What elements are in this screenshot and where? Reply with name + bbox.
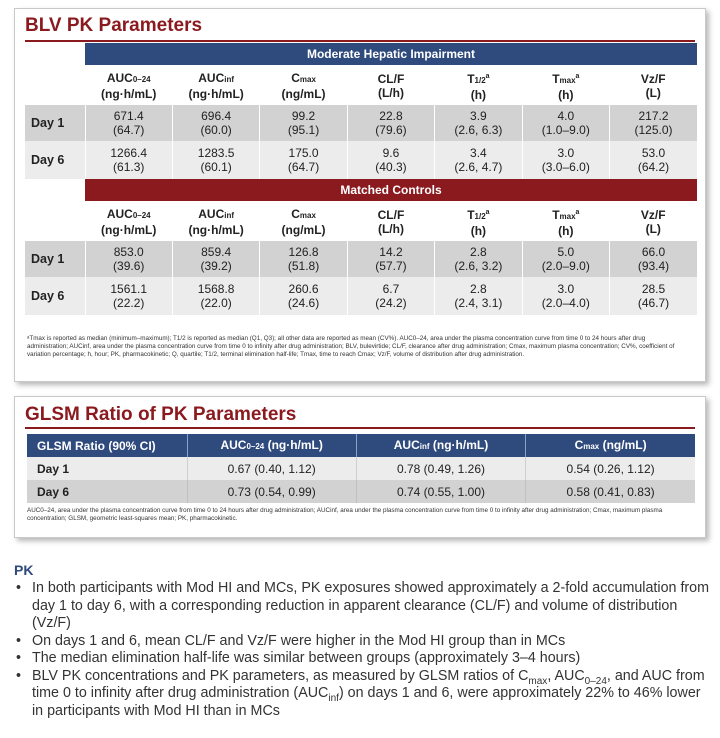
column-header-main: AUC — [198, 207, 225, 221]
bullet-subscript: inf — [328, 692, 339, 704]
table-cell — [260, 141, 347, 179]
table-cell — [435, 105, 522, 141]
column-header-main: CL/F — [377, 72, 405, 86]
column-header-sub: 1/2 — [474, 212, 486, 221]
column-header-name — [610, 72, 697, 86]
table-cell — [260, 241, 347, 277]
cell-value: 53.0 — [641, 146, 666, 160]
column-header — [522, 201, 609, 241]
table-cell — [610, 105, 697, 141]
cell-value: 1283.5 — [197, 146, 235, 160]
column-header-unit: (L/h) — [377, 222, 404, 236]
cell-spread: (125.0) — [634, 123, 673, 137]
column-header — [435, 65, 522, 105]
column-header — [85, 65, 172, 105]
glsm-header-main: AUC — [220, 437, 247, 452]
cell-value: 3.9 — [470, 109, 487, 123]
cell-spread: (57.7) — [375, 259, 407, 273]
cell-value: 1266.4 — [110, 146, 148, 160]
glsm-header-sub: inf — [419, 441, 430, 451]
group-name: Matched Controls — [340, 183, 442, 197]
table-cell — [522, 105, 609, 141]
band-blank-cell — [25, 43, 85, 65]
cell-spread: (1.0–9.0) — [541, 123, 590, 137]
cell-spread: (64.7) — [287, 160, 320, 174]
column-header-sub: 0–24 — [132, 211, 151, 220]
column-header-sup: a — [575, 73, 580, 80]
row-label: Day 6 — [25, 277, 85, 315]
table-cell — [85, 105, 172, 141]
glsm-header-row — [27, 434, 695, 457]
table-cell — [435, 277, 522, 315]
cell-spread: (22.0) — [200, 296, 232, 310]
pk-footnote: ᵃTmax is reported as median (minimum–maximum); T1/2 is reported as median (Q1, Q3); all other data are reported as mean (CV%). AUC0–24, area under the plasma concentration curve from time 0 to 24 hours after drug administration; AUCinf, area under the plasma concentration curve from time 0 to infinity after drug administration; BLV, bulevirtide; CL/F, clearance after drug administration; Cmax, maximum plasma concentration; CV%, coefficient of variation percentage; h, hour; PK, pharmacokinetic; Q, quartile; T1/2, terminal elimination half-life; Tmax, time to reach Cmax; Vz/F, volume of distribution after drug administration. — [27, 335, 675, 358]
table-row — [25, 105, 697, 141]
glsm-row-label: Day 1 — [27, 457, 187, 480]
glsm-header-unit: (ng·h/mL) — [429, 437, 489, 452]
column-header-sub: max — [559, 212, 576, 221]
column-header-name — [347, 208, 434, 222]
glsm-header-main: GLSM Ratio (90% CI) — [37, 438, 156, 453]
column-header — [260, 201, 347, 241]
cell-value: 14.2 — [379, 245, 403, 259]
pk-title-rule — [25, 40, 695, 42]
column-header-unit: (h) — [470, 88, 487, 102]
column-header — [435, 201, 522, 241]
column-header-name — [85, 71, 172, 87]
column-header — [522, 65, 609, 105]
glsm-ratio-table — [27, 434, 695, 503]
column-header-main: AUC — [198, 71, 225, 85]
cell-value: 1561.1 — [110, 282, 148, 296]
column-header-sub: max — [299, 211, 316, 220]
glsm-cell: 0.74 (0.55, 1.00) — [356, 480, 525, 503]
column-header-sub: 0–24 — [132, 75, 151, 84]
cell-spread: (2.0–4.0) — [541, 296, 590, 310]
glsm-table-row — [27, 480, 695, 503]
table-cell — [435, 241, 522, 277]
column-header-unit: (h) — [558, 224, 574, 238]
table-cell — [522, 277, 609, 315]
column-header-unit: (L) — [645, 86, 661, 100]
glsm-column-header — [27, 434, 187, 457]
cell-spread: (60.1) — [200, 160, 232, 174]
column-header-sup: a — [575, 209, 580, 216]
cell-value: 22.8 — [379, 109, 403, 123]
glsm-cell: 0.58 (0.41, 0.83) — [526, 480, 695, 503]
column-header — [347, 65, 434, 105]
glsm-cell: 0.78 (0.49, 1.26) — [356, 457, 525, 480]
column-header — [347, 201, 434, 241]
group-name: Moderate Hepatic Impairment — [306, 47, 476, 61]
glsm-table-row — [27, 457, 695, 480]
column-header-name — [260, 207, 347, 223]
column-header-main: C — [291, 207, 300, 221]
cell-spread: (2.0–9.0) — [541, 259, 590, 273]
cell-spread: (40.3) — [375, 160, 407, 174]
cell-spread: (64.2) — [637, 160, 670, 174]
column-header-main: Vz/F — [640, 72, 666, 86]
bullet-text: On days 1 and 6, mean CL/F and Vz/F were higher in the Mod HI group than in MCs — [32, 632, 566, 649]
column-header-main: Vz/F — [640, 208, 666, 222]
table-cell — [347, 141, 434, 179]
column-header-sup: a — [485, 209, 490, 216]
cell-spread: (46.7) — [637, 296, 670, 310]
cell-spread: (2.6, 3.2) — [454, 259, 503, 273]
cell-spread: (2.4, 3.1) — [454, 296, 503, 310]
column-header-unit: (ng·h/mL) — [188, 87, 244, 101]
column-header-unit: (ng·h/mL) — [188, 223, 244, 237]
cell-value: 3.0 — [557, 282, 575, 296]
bullet-marker: • — [16, 667, 22, 684]
table-cell — [347, 105, 434, 141]
column-header-sub: inf — [224, 211, 235, 220]
column-header-main: T — [467, 208, 475, 222]
glsm-footnote: AUC0–24, area under the plasma concentration curve from time 0 to 24 hours after drug administration; AUCinf, area under the plasma concentration curve from time 0 to infinity after drug administration; Cmax, maximum plasma concentration; GLSM, geometric least-squares mean; PK, pharmacokinetic. — [27, 507, 663, 522]
glsm-ratio-panel — [14, 396, 706, 538]
glsm-cell: 0.73 (0.54, 0.99) — [187, 480, 356, 503]
pk-bullet-list — [14, 580, 714, 720]
cell-value: 853.0 — [113, 245, 144, 259]
column-header-name — [260, 71, 347, 87]
blv-pk-parameters-panel — [14, 8, 706, 382]
cell-value: 3.0 — [557, 146, 575, 160]
cell-value: 260.6 — [288, 282, 319, 296]
table-row — [25, 277, 697, 315]
glsm-panel-title: GLSM Ratio of PK Parameters — [25, 404, 297, 425]
table-cell — [347, 241, 434, 277]
column-header — [85, 201, 172, 241]
group-band-row — [25, 179, 697, 201]
cell-spread: (24.2) — [375, 296, 407, 310]
pk-bullet-item — [14, 580, 714, 633]
column-header — [172, 65, 259, 105]
bullet-text: In both participants with Mod HI and MCs, PK exposures showed approximately a 2-fold accumulation from day 1 to day 6, with a corresponding reduction in apparent clearance (CL/F) and volume of distribution (Vz/F) — [32, 580, 710, 631]
cell-spread: (24.6) — [287, 296, 320, 310]
glsm-header-sub: 0–24 — [246, 441, 265, 451]
cell-spread: (2.6, 6.3) — [454, 123, 503, 137]
column-header — [260, 65, 347, 105]
bullet-subscript: max — [528, 675, 548, 687]
glsm-header-unit: (ng·h/mL) — [264, 437, 323, 452]
column-header-main: T — [552, 208, 560, 222]
band-blank-cell — [25, 179, 85, 201]
cell-spread: (39.6) — [113, 259, 145, 273]
row-label: Day 1 — [25, 105, 85, 141]
glsm-header-main: C — [574, 437, 584, 452]
glsm-title-rule — [25, 427, 695, 429]
bullet-text: The median elimination half-life was similar between groups (approximately 3–4 hours) — [32, 650, 581, 666]
cell-value: 4.0 — [557, 109, 575, 123]
table-cell — [522, 241, 609, 277]
glsm-column-header — [526, 434, 695, 457]
column-header-name — [172, 71, 259, 87]
bullet-subscript: 0–24 — [584, 675, 607, 687]
cell-spread: (61.3) — [113, 160, 145, 174]
bullet-text: BLV PK concentrations and PK parameters, as measured by GLSM ratios of C — [32, 667, 529, 684]
column-header-name — [172, 207, 259, 223]
glsm-column-header — [356, 434, 525, 457]
table-cell — [85, 141, 172, 179]
column-header — [610, 65, 697, 105]
column-header-unit: (h) — [470, 224, 487, 238]
cell-value: 126.8 — [288, 245, 319, 259]
row-label: Day 6 — [25, 141, 85, 179]
cell-spread: (22.2) — [113, 296, 145, 310]
table-cell — [172, 105, 259, 141]
column-header-sub: inf — [224, 75, 235, 84]
column-header-sub: max — [559, 76, 576, 85]
column-header — [610, 201, 697, 241]
cell-value: 3.4 — [470, 146, 487, 160]
table-cell — [85, 241, 172, 277]
column-header-main: T — [467, 72, 475, 86]
cell-spread: (60.0) — [200, 123, 232, 137]
cell-value: 2.8 — [470, 282, 487, 296]
cell-spread: (95.1) — [287, 123, 320, 137]
table-cell — [347, 277, 434, 315]
cell-value: 28.5 — [641, 282, 666, 296]
bullet-marker: • — [16, 632, 22, 649]
bullet-text: ) on days 1 and 6, were approximately 22% to 46% lower in participants with Mod HI than in MCs — [32, 685, 701, 719]
glsm-row-label: Day 6 — [27, 480, 187, 503]
column-header-main: T — [552, 72, 560, 86]
glsm-cell: 0.54 (0.26, 1.12) — [526, 457, 695, 480]
table-cell — [610, 141, 697, 179]
table-row — [25, 241, 697, 277]
cell-value: 5.0 — [557, 245, 575, 259]
cell-spread: (64.7) — [113, 123, 145, 137]
cell-value: 859.4 — [201, 245, 232, 259]
table-cell — [260, 277, 347, 315]
bullet-marker: • — [16, 580, 22, 596]
pk-panel-title: BLV PK Parameters — [25, 15, 203, 36]
glsm-cell: 0.67 (0.40, 1.12) — [187, 457, 356, 480]
pk-section-title: PK — [14, 562, 34, 578]
column-header-unit: (ng/mL) — [281, 87, 326, 101]
cell-spread: (39.2) — [200, 259, 232, 273]
cell-value: 6.7 — [382, 282, 400, 296]
cell-spread: (3.0–6.0) — [541, 160, 590, 174]
column-header-name — [347, 72, 434, 86]
table-cell — [85, 277, 172, 315]
pk-bullet-item — [14, 650, 714, 668]
column-header-sub: max — [299, 75, 316, 84]
bullet-marker: • — [16, 650, 22, 666]
table-cell — [435, 141, 522, 179]
header-blank-cell — [25, 65, 85, 105]
cell-value: 2.8 — [470, 245, 487, 259]
table-row — [25, 141, 697, 179]
column-header-name — [522, 70, 609, 88]
row-label: Day 1 — [25, 241, 85, 277]
table-cell — [522, 141, 609, 179]
column-header-sub: 1/2 — [474, 76, 486, 85]
cell-value: 1568.8 — [197, 282, 235, 296]
pk-parameters-table — [25, 43, 697, 315]
column-header-unit: (ng·h/mL) — [101, 223, 157, 237]
table-cell — [260, 105, 347, 141]
bullet-text: , and AUC from time 0 to infinity after drug administration (AUC — [32, 667, 705, 701]
column-header-main: C — [291, 71, 300, 85]
cell-value: 66.0 — [641, 245, 666, 259]
glsm-header-unit: (ng/mL) — [599, 437, 647, 452]
glsm-column-header — [187, 434, 356, 457]
column-header-unit: (L) — [645, 222, 661, 236]
glsm-header-sub: max — [583, 441, 600, 451]
cell-value: 99.2 — [291, 109, 316, 123]
column-header-main: CL/F — [377, 208, 405, 222]
cell-spread: (2.6, 4.7) — [454, 160, 503, 174]
cell-value: 175.0 — [288, 146, 319, 160]
table-cell — [172, 277, 259, 315]
header-blank-cell — [25, 201, 85, 241]
column-header-sup: a — [485, 73, 490, 80]
table-cell — [172, 141, 259, 179]
cell-spread: (79.6) — [375, 123, 407, 137]
column-header-row — [25, 201, 697, 241]
column-header-name — [610, 208, 697, 222]
pk-bullet-item — [14, 668, 714, 721]
cell-value: 671.4 — [113, 109, 144, 123]
cell-spread: (93.4) — [637, 259, 670, 273]
pk-bullet-item — [14, 633, 714, 651]
column-header-main: AUC — [106, 71, 133, 85]
table-cell — [610, 241, 697, 277]
table-cell — [610, 277, 697, 315]
column-header — [172, 201, 259, 241]
cell-spread: (51.8) — [287, 259, 320, 273]
column-header-unit: (h) — [558, 88, 574, 102]
bullet-text: , AUC — [547, 667, 585, 684]
glsm-header-main: AUC — [393, 437, 420, 452]
column-header-row — [25, 65, 697, 105]
column-header-unit: (ng/mL) — [281, 223, 326, 237]
column-header-unit: (L/h) — [377, 86, 404, 100]
column-header-main: AUC — [106, 207, 133, 221]
column-header-name — [435, 70, 522, 88]
cell-value: 696.4 — [201, 109, 232, 123]
column-header-unit: (ng·h/mL) — [101, 87, 157, 101]
column-header-name — [85, 207, 172, 223]
group-band-row — [25, 43, 697, 65]
table-cell — [172, 241, 259, 277]
column-header-name — [435, 206, 522, 224]
cell-value: 9.6 — [382, 146, 400, 160]
cell-value: 217.2 — [638, 109, 669, 123]
column-header-name — [522, 206, 609, 224]
